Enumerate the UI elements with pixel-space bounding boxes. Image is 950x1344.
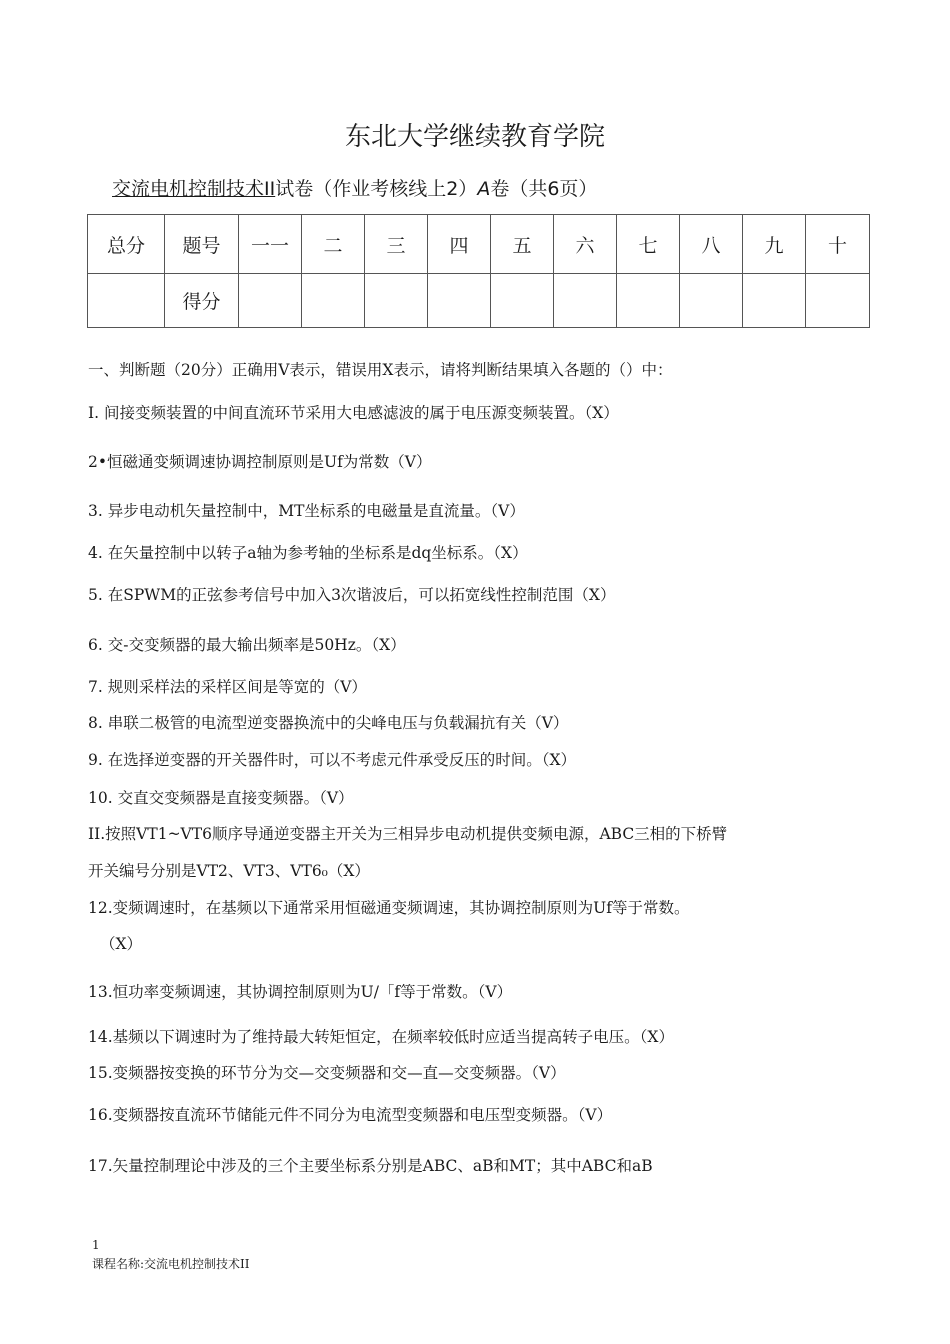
question-line: 8. 串联二极管的电流型逆变器换流中的尖峰电压与负载漏抗有关（V） bbox=[88, 714, 569, 732]
table-cell: 一一 bbox=[239, 215, 302, 274]
table-cell bbox=[491, 274, 554, 328]
question-line: 4. 在矢量控制中以转子a轴为参考轴的坐标系是dq坐标系。（X） bbox=[88, 544, 528, 562]
question-line: （X） bbox=[100, 935, 143, 953]
table-cell: 九 bbox=[743, 215, 806, 274]
question-line: 2•恒磁通变频调速协调控制原则是Uf为常数（V） bbox=[88, 453, 432, 471]
table-cell: 三 bbox=[365, 215, 428, 274]
table-cell: 总分 bbox=[88, 215, 165, 274]
table-cell bbox=[239, 274, 302, 328]
question-line: 14.基频以下调速时为了维持最大转矩恒定，在频率较低时应适当提高转子电压。（X） bbox=[88, 1028, 674, 1046]
subtitle-end: 卷（共6页） bbox=[490, 178, 598, 200]
subtitle-mid: 试卷（作业考核线上2） bbox=[275, 178, 478, 200]
table-cell bbox=[554, 274, 617, 328]
table-cell: 得分 bbox=[165, 274, 239, 328]
question-line: 17.矢量控制理论中涉及的三个主要坐标系分别是ABC、aB和MT；其中ABC和aB bbox=[88, 1157, 653, 1175]
table-cell bbox=[365, 274, 428, 328]
table-cell: 四 bbox=[428, 215, 491, 274]
table-cell: 题号 bbox=[165, 215, 239, 274]
table-cell: 八 bbox=[680, 215, 743, 274]
table-cell bbox=[617, 274, 680, 328]
question-line: 10. 交直交变频器是直接变频器。（V） bbox=[88, 789, 354, 807]
table-cell bbox=[806, 274, 870, 328]
score-table bbox=[87, 214, 870, 328]
score-table-score-row bbox=[88, 274, 870, 328]
question-line: I. 间接变频装置的中间直流环节采用大电感滤波的属于电压源变频装置。（X） bbox=[88, 404, 619, 422]
question-line: 开关编号分别是VT2、VT3、VT6₀（X） bbox=[88, 862, 370, 880]
question-line: 16.变频器按直流环节储能元件不同分为电流型变频器和电压型变频器。（V） bbox=[88, 1106, 613, 1124]
exam-subtitle bbox=[112, 174, 597, 201]
question-line: 9. 在选择逆变器的开关器件时，可以不考虑元件承受反压的时间。（X） bbox=[88, 751, 577, 769]
question-line: 15.变频器按变换的环节分为交—交变频器和交—直—交变频器。（V） bbox=[88, 1064, 566, 1082]
table-cell bbox=[680, 274, 743, 328]
table-cell: 二 bbox=[302, 215, 365, 274]
course-name: 交流电机控制技术II bbox=[112, 178, 276, 200]
table-cell: 六 bbox=[554, 215, 617, 274]
question-line: 3. 异步电动机矢量控制中，MT坐标系的电磁量是直流量。（V） bbox=[88, 502, 525, 520]
table-cell bbox=[302, 274, 365, 328]
table-cell: 七 bbox=[617, 215, 680, 274]
table-cell bbox=[428, 274, 491, 328]
section-heading: 一、判断题（20分）正确用V表示，错误用X表示，请将判断结果填入各题的（）中： bbox=[88, 361, 673, 379]
question-line: 12.变频调速时，在基频以下通常采用恒磁通变频调速，其协调控制原则为Uf等于常数。 bbox=[88, 899, 690, 917]
score-table-header-row bbox=[88, 215, 870, 274]
question-line: 5. 在SPWM的正弦参考信号中加入3次谐波后，可以拓宽线性控制范围（X） bbox=[88, 586, 616, 604]
paper-variant: A bbox=[477, 178, 491, 200]
table-cell bbox=[743, 274, 806, 328]
question-line: 7. 规则采样法的采样区间是等宽的（V） bbox=[88, 678, 367, 696]
question-line: II.按照VT1~VT6顺序导通逆变器主开关为三相异步电动机提供变频电源，ABC三相的下桥臂 bbox=[88, 825, 728, 843]
footer-page-number: 1 bbox=[92, 1238, 100, 1252]
institution-title: 东北大学继续教育学院 bbox=[344, 122, 605, 152]
table-cell: 十 bbox=[806, 215, 870, 274]
question-line: 6. 交-交变频器的最大输出频率是50Hz。（X） bbox=[88, 636, 406, 654]
footer-course-name: 课程名称:交流电机控制技术II bbox=[92, 1257, 250, 1271]
question-line: 13.恒功率变频调速，其协调控制原则为U/「f等于常数。（V） bbox=[88, 983, 513, 1001]
table-cell: 五 bbox=[491, 215, 554, 274]
table-cell bbox=[88, 274, 165, 328]
